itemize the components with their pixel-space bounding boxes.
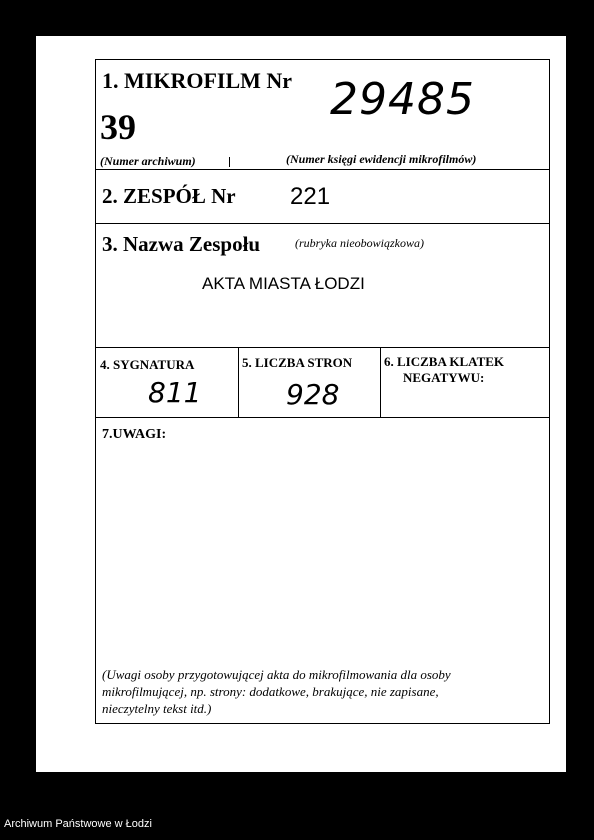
uwagi-label: 7.UWAGI: [102,427,167,442]
archive-footer: Archiwum Państwowe w Łodzi [4,818,152,830]
mikrofilm-label: 1. MIKROFILM Nr [102,68,293,93]
liczba-stron-value: 928 [286,378,340,411]
nazwa-label: 3. Nazwa Zespołu [102,232,261,256]
uwagi-note-line-3: nieczytelny tekst itd.) [102,701,212,716]
section-nazwa-zespolu [96,224,549,348]
liczba-stron-label: 5. LICZBA STRON [242,355,353,370]
caption-tick [229,157,230,167]
archive-number-caption: (Numer archiwum) [100,154,196,168]
uwagi-note-line-1: (Uwagi osoby przygotowującej akta do mikrofilmowania dla osoby [102,667,451,682]
nazwa-note: (rubryka nieobowiązkowa) [295,236,424,250]
nazwa-value: AKTA MIASTA ŁODZI [202,274,365,293]
microfilm-form [95,59,550,724]
archive-number: 39 [100,107,136,147]
section-mikrofilm [96,60,549,170]
uwagi-note-line-2: mikrofilmującej, np. strony: dodatkowe, brakujące, nie zapisane, [102,684,439,699]
sygnatura-label: 4. SYGNATURA [100,357,195,372]
divider-1 [238,348,239,417]
section-counts [96,348,549,418]
divider-2 [380,348,381,417]
zespol-value: 221 [290,183,331,210]
sygnatura-value: 811 [148,376,202,409]
section-zespol [96,170,549,224]
microfilm-card [36,36,566,772]
negatywu-label: NEGATYWU: [403,370,485,385]
handwritten-microfilm-number: 29485 [330,74,475,125]
liczba-klatek-label: 6. LICZBA KLATEK [384,354,505,369]
zespol-label: 2. ZESPÓŁ Nr [102,184,236,208]
register-number-caption: (Numer księgi ewidencji mikrofilmów) [286,152,477,166]
